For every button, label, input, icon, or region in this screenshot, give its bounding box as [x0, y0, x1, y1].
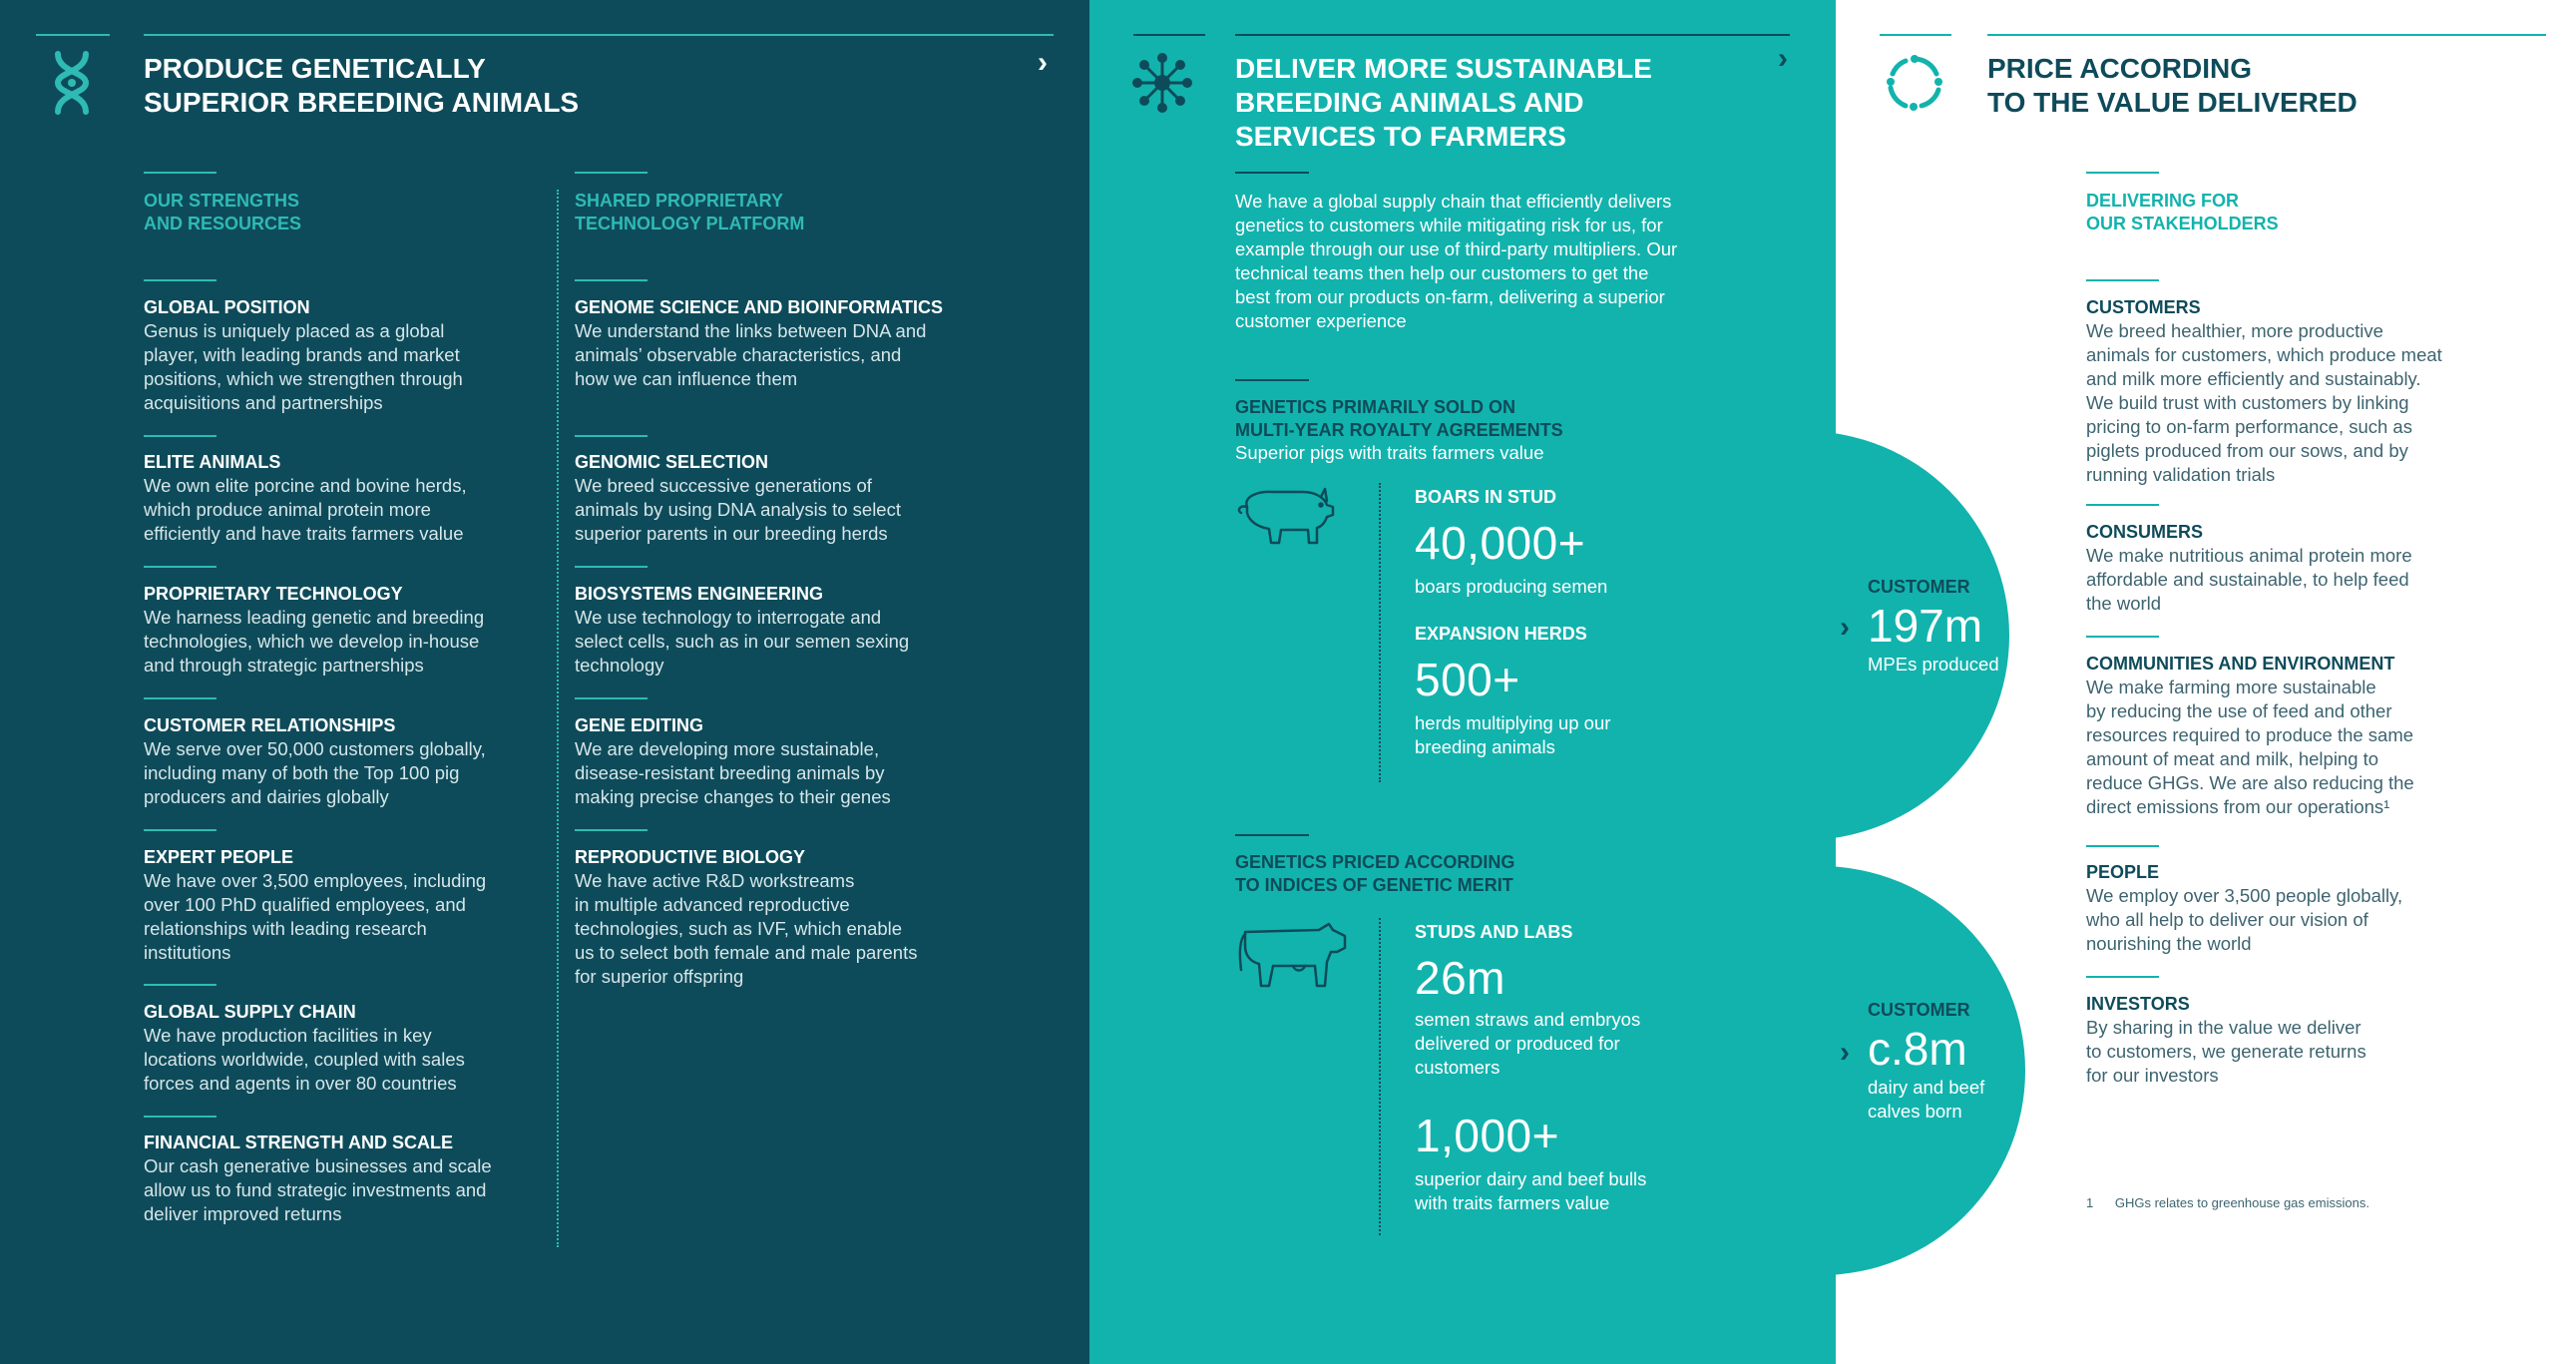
strength-item: EXPERT PEOPLE We have over 3,500 employees, including over 100 PhD qualified employees, and relationships with leading research institutions [144, 847, 487, 963]
technology-item: GENE EDITING We are developing more sustainable, disease-resistant breeding animals by making precise changes to their genes [575, 715, 891, 807]
chevron-right-icon: › [1840, 611, 1850, 644]
boars-value: 40,000+ [1415, 517, 1586, 569]
technology-item: BIOSYSTEMS ENGINEERING We use technology to interrogate and select cells, such as in our semen sexing technology [575, 584, 910, 676]
strength-item: CUSTOMER RELATIONSHIPS We serve over 50,000 customers globally, including many of both the Top 100 pig producers and dairies globally [144, 715, 486, 807]
divider [144, 1116, 216, 1118]
divider [144, 984, 216, 986]
divider [1235, 34, 1790, 36]
divider [144, 435, 216, 437]
divider [575, 566, 647, 568]
cycle-icon [1884, 52, 1945, 114]
footnote [2086, 1195, 2369, 1210]
technology-heading: SHARED PROPRIETARY TECHNOLOGY PLATFORM [575, 191, 805, 233]
technology-item: GENOME SCIENCE AND BIOINFORMATICS We understand the links between DNA and animals’ observable characteristics, and how we can influence them [575, 297, 944, 389]
technology-item: GENOMIC SELECTION We breed successive generations of animals by using DNA analysis to select superior parents in our breeding herds [575, 452, 901, 544]
panel-produce [0, 0, 1089, 1364]
page-title: PRICE ACCORDING TO THE VALUE DELIVERED [1987, 53, 2358, 118]
divider [2086, 845, 2159, 847]
panel-deliver [1089, 0, 1836, 1364]
studs-desc: semen straws and embryos delivered or produced for customers [1415, 1009, 1641, 1078]
column-separator [557, 190, 559, 1247]
divider [2086, 172, 2159, 174]
divider [2086, 976, 2159, 978]
strength-item: ELITE ANIMALS We own elite porcine and bovine herds, which produce animal protein more efficiently and have traits farmers value [144, 452, 467, 544]
studs-value: 26m [1415, 952, 1505, 1004]
intro-text: We have a global supply chain that efficiently delivers genetics to customers while mitigating risk for us, for example through our use of third-party multipliers. Our technical teams then help our customers to get the best from our products on-farm, delivering a superior customer experience [1235, 191, 1678, 331]
divider [36, 34, 110, 36]
footnote-number: 1 [2086, 1195, 2094, 1210]
stakeholders-heading: DELIVERING FOR OUR STAKEHOLDERS [2086, 191, 2279, 233]
divider [1235, 172, 1309, 174]
strengths-heading: OUR STRENGTHS AND RESOURCES [144, 191, 302, 233]
chevron-right-icon[interactable]: › [1778, 42, 1788, 75]
stat-separator [1379, 483, 1381, 782]
divider [1133, 34, 1205, 36]
divider [144, 829, 216, 831]
strength-item: FINANCIAL STRENGTH AND SCALE Our cash generative businesses and scale allow us to fund strategic investments and deliver improved returns [144, 1133, 492, 1224]
divider [144, 566, 216, 568]
bulls-desc: superior dairy and beef bulls with traits farmers value [1415, 1168, 1647, 1213]
herds-desc: herds multiplying up our breeding animals [1415, 712, 1611, 757]
strength-item: GLOBAL SUPPLY CHAIN We have production facilities in key locations worldwide, coupled with sales forces and agents in over 80 countries [144, 1002, 465, 1094]
herds-label: EXPANSION HERDS [1415, 624, 1587, 644]
divider [1235, 834, 1309, 836]
studs-label: STUDS AND LABS [1415, 922, 1573, 942]
page-title: DELIVER MORE SUSTAINABLE BREEDING ANIMALS AND SERVICES TO FARMERS [1235, 53, 1652, 152]
divider [2086, 636, 2159, 638]
pig-icon [1233, 483, 1337, 547]
divider [575, 435, 647, 437]
stat-separator [1379, 918, 1381, 1235]
strength-item: PROPRIETARY TECHNOLOGY We harness leading genetic and breeding technologies, which we develop in-house and through strategic partnerships [144, 584, 485, 676]
panel-price [1836, 0, 2576, 1364]
section-royalty-sub: Superior pigs with traits farmers value [1235, 442, 1544, 463]
boars-label: BOARS IN STUD [1415, 487, 1557, 507]
divider [575, 829, 647, 831]
stakeholder-item: PEOPLE We employ over 3,500 people globally, who all help to deliver our vision of nourishing the world [2086, 862, 2403, 954]
divider [144, 279, 216, 281]
divider [144, 34, 1054, 36]
divider [2086, 279, 2159, 281]
stakeholder-item: CONSUMERS We make nutritious animal protein more affordable and sustainable, to help feed the world [2086, 522, 2412, 614]
network-icon [1131, 52, 1193, 114]
cow-icon [1233, 918, 1349, 990]
customer-cattle-stat: CUSTOMER c.8m dairy and beef calves born [1868, 1000, 1985, 1122]
divider [1235, 379, 1309, 381]
divider [575, 279, 647, 281]
herds-value: 500+ [1415, 654, 1520, 705]
divider [1880, 34, 1951, 36]
section-merit-heading: GENETICS PRICED ACCORDING TO INDICES OF GENETIC MERIT [1235, 852, 1515, 895]
divider [575, 172, 647, 174]
dna-icon [50, 50, 94, 116]
technology-item: REPRODUCTIVE BIOLOGY We have active R&D workstreams in multiple advanced reproductive technologies, such as IVF, which enable us to select both female and male parents for superior offspring [575, 847, 918, 987]
divider [575, 697, 647, 699]
stakeholder-item: COMMUNITIES AND ENVIRONMENT We make farming more sustainable by reducing the use of feed and other resources required to produce the same amount of meat and milk, helping to reduce GHGs. We are also reducing the direct emissions from our operations¹ [2086, 654, 2414, 817]
bulls-value: 1,000+ [1415, 1110, 1559, 1161]
divider [1987, 34, 2546, 36]
divider [2086, 504, 2159, 506]
page-title: PRODUCE GENETICALLY SUPERIOR BREEDING ANIMALS [144, 53, 580, 118]
chevron-right-icon[interactable]: › [1038, 46, 1048, 79]
customer-pigs-stat: CUSTOMER 197m MPEs produced [1868, 577, 1999, 675]
divider [144, 172, 216, 174]
section-royalty-heading: GENETICS PRIMARILY SOLD ON MULTI-YEAR ROYALTY AGREEMENTS [1235, 397, 1563, 440]
divider [144, 697, 216, 699]
strength-item: GLOBAL POSITION Genus is uniquely placed as a global player, with leading brands and market positions, which we strengthen through acquisitions and partnerships [144, 297, 463, 413]
boars-desc: boars producing semen [1415, 576, 1608, 597]
footnote-text: GHGs relates to greenhouse gas emissions. [2114, 1195, 2369, 1210]
stakeholder-item: INVESTORS By sharing in the value we deliver to customers, we generate returns for our investors [2086, 994, 2366, 1086]
chevron-right-icon: › [1840, 1036, 1850, 1069]
stakeholder-item: CUSTOMERS We breed healthier, more productive animals for customers, which produce meat and milk more efficiently and sustainably. We build trust with customers by linking pricing to on-farm performance, such as piglets produced from our sows, and by running validation trials [2086, 297, 2442, 485]
